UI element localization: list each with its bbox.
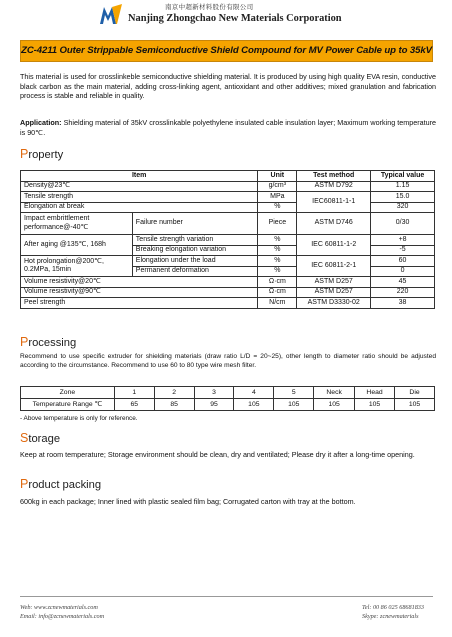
method-cell: ASTM D3330-02 [297,298,371,309]
zone-cell: Die [395,387,435,399]
temp-cell: 95 [194,399,234,411]
zone-label-cell: Zone [21,387,115,399]
processing-paragraph: Recommend to use specific extruder for shielding materials (draw ratio L/D = 20~25), other length to diameter ratio should be adjusted according to the circumstance. Recommend to use 60 to 80 type wire mesh filter. [20,353,436,369]
item-cell: Hot prolongation@200℃, 0.2MPa, 15min [21,256,133,277]
table-row [21,287,435,298]
col-header-value: Typical value [371,171,435,182]
value-cell: 38 [371,298,435,309]
application-label: Application: [20,118,62,127]
item-cell: Peel strength [21,298,258,309]
col-header-unit: Unit [258,171,297,182]
temp-cell: 105 [274,399,314,411]
table-row [21,235,435,246]
packing-heading-initial: P [20,477,29,491]
footer-left [20,603,104,622]
unit-cell: % [258,202,297,213]
table-row [21,256,435,267]
temp-cell: 65 [114,399,154,411]
method-cell: IEC 60811-2-1 [297,256,371,277]
property-table [20,170,435,309]
item-cell: Density@23℃ [21,181,258,192]
method-cell: ASTM D257 [297,287,371,298]
unit-cell: % [258,256,297,267]
packing-heading-rest: roduct packing [28,479,102,491]
unit-cell: Ω·cm [258,277,297,288]
unit-cell: % [258,235,297,246]
value-cell: 60 [371,256,435,267]
footer-tel: Tel: 00 86 025 68681833 [362,604,424,611]
processing-heading [20,334,76,351]
temperature-row [21,399,435,411]
zone-cell: 2 [154,387,194,399]
subitem-cell: Permanent deformation [132,266,258,277]
unit-cell: g/cm³ [258,181,297,192]
item-cell: Volume resistivity@90℃ [21,287,258,298]
item-cell: Volume resistivity@20℃ [21,277,258,288]
value-cell: 15.0 [371,192,435,203]
temp-cell: 105 [355,399,395,411]
method-cell: IEC60811-1-1 [297,192,371,213]
company-name-en: Nanjing Zhongchao New Materials Corporation [128,13,342,24]
processing-heading-initial: P [20,335,29,349]
unit-cell: Ω·cm [258,287,297,298]
table-header-row [21,171,435,182]
table-row [21,213,435,235]
item-cell: Impact embrittlement performance@-40℃ [21,213,133,235]
unit-cell: N/cm [258,298,297,309]
table-row [21,277,435,288]
table-row [21,298,435,309]
zone-cell: Head [355,387,395,399]
property-heading-rest: roperty [28,149,64,161]
method-cell: IEC 60811-1-2 [297,235,371,256]
item-cell: Elongation at break [21,202,258,213]
value-cell: -5 [371,245,435,256]
footer-right [362,603,424,622]
footer-email: Email: info@zcnewmaterials.com [20,613,105,621]
temperature-note: - Above temperature is only for reference. [20,415,138,422]
storage-heading-rest: torage [28,433,61,445]
unit-cell: Piece [258,213,297,235]
packing-heading [20,476,101,493]
unit-cell: MPa [258,192,297,203]
property-heading [20,146,63,163]
item-cell: After aging @135℃, 168h [21,235,133,256]
value-cell: 0 [371,266,435,277]
product-title-bar [20,40,433,62]
processing-heading-rest: rocessing [28,337,77,349]
subitem-cell: Tensile strength variation [132,235,258,246]
company-logo-icon [98,4,124,26]
storage-heading-initial: S [20,431,29,445]
temp-cell: 105 [314,399,355,411]
unit-cell: % [258,266,297,277]
zone-cell: 1 [114,387,154,399]
value-cell: 45 [371,277,435,288]
table-row [21,181,435,192]
footer-web: Web: www.zcnewmaterials.com [20,604,98,611]
zone-cell: 4 [234,387,274,399]
col-header-method: Test method [297,171,371,182]
application-paragraph [20,118,436,137]
unit-cell: % [258,245,297,256]
zone-cell: 3 [194,387,234,399]
intro-paragraph: This material is used for crosslinkeble semiconductive shielding material. It is produced by using high quality EVA resin, conductive black carbon as the main material, adding cross-linking agent, antioxidant and other additives; mixed granulation and fabrication process is stable and reliable in quality. [20,72,436,101]
value-cell: 320 [371,202,435,213]
property-heading-initial: P [20,147,29,161]
footer-skype: Skype: zcnewmaterials [362,613,419,621]
method-cell: ASTM D257 [297,277,371,288]
page-header [0,0,452,32]
zone-row [21,387,435,399]
storage-heading [20,430,60,447]
value-cell: 220 [371,287,435,298]
product-title: ZC-4211 Outer Strippable Semiconductive Shield Compound for MV Power Cable up to 35kV [21,44,432,56]
temperature-table [20,386,435,411]
value-cell: +8 [371,235,435,246]
item-cell: Tensile strength [21,192,258,203]
subitem-cell: Breaking elongation variation [132,245,258,256]
footer-divider [20,596,433,597]
packing-paragraph: 600kg in each package; Inner lined with plastic sealed film bag; Corrugated carton with tray at the bottom. [20,497,356,506]
method-cell: ASTM D792 [297,181,371,192]
temp-cell: 105 [395,399,435,411]
temp-cell: 85 [154,399,194,411]
table-row [21,202,435,213]
value-cell: 1.15 [371,181,435,192]
value-cell: 0/30 [371,213,435,235]
temp-label-cell: Temperature Range ℃ [21,399,115,411]
table-row [21,192,435,203]
col-header-item: Item [21,171,258,182]
temp-cell: 105 [234,399,274,411]
company-name-cn: 南京中超新材料股份有限公司 [165,3,254,11]
method-cell: ASTM D746 [297,213,371,235]
application-text: Shielding material of 35kV crosslinkable polyethylene insulated cable insulation layer; Maximum working temperature is 90℃. [20,118,436,137]
zone-cell: Neck [314,387,355,399]
subitem-cell: Elongation under the load [132,256,258,267]
subitem-cell: Failure number [132,213,258,235]
storage-paragraph: Keep at room temperature; Storage environment should be clean, dry and ventilated; Please dry it after a long-time opening. [20,450,415,459]
zone-cell: 5 [274,387,314,399]
